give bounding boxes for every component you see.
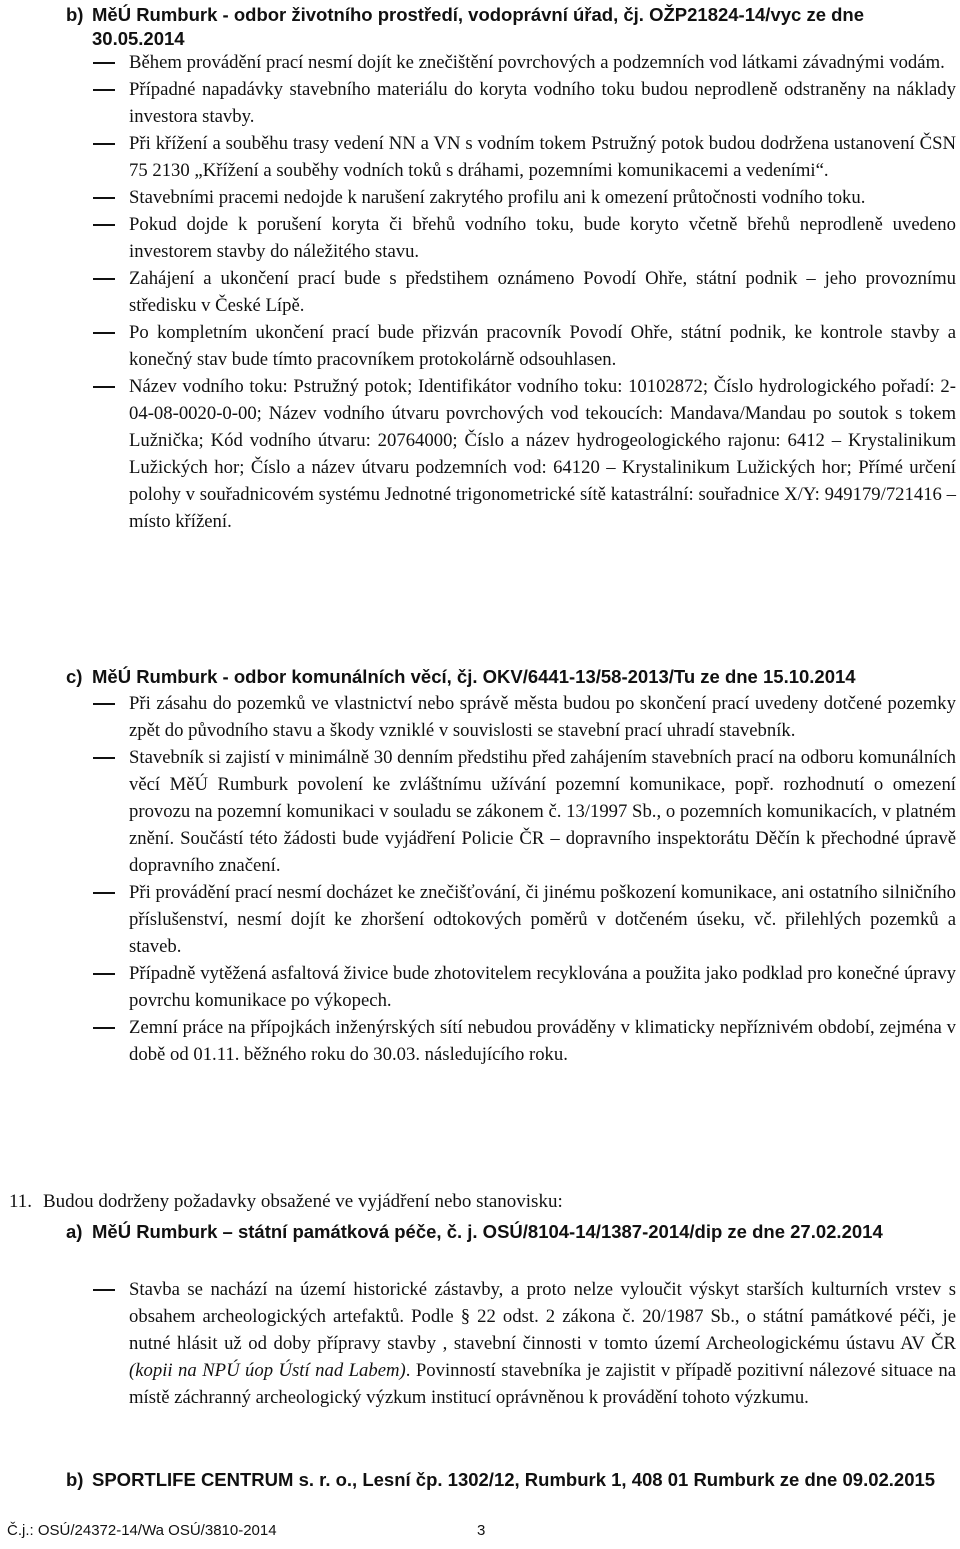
section-a-list xyxy=(0,1276,960,1411)
list-item: Zahájení a ukončení prací bude s předstihem oznámeno Povodí Ohře, státní podnik – jeho provoznímu středisku v České Lípě. xyxy=(0,265,960,319)
list-item: Během provádění prací nesmí dojít ke znečištění povrchových a podzemních vod látkami závadnými vodám. xyxy=(0,49,960,76)
section-c-heading xyxy=(66,665,956,689)
section-a-heading xyxy=(66,1220,956,1244)
section-title: MěÚ Rumburk - odbor komunálních věcí, čj. OKV/6441-13/58-2013/Tu ze dne 15.10.2014 xyxy=(92,666,856,687)
dash-bullet xyxy=(93,89,115,91)
section-title: MěÚ Rumburk – státní památková péče, č. j. OSÚ/8104-14/1387-2014/dip ze dne 27.02.2014 xyxy=(92,1221,883,1242)
footer-reference: Č.j.: OSÚ/24372-14/Wa OSÚ/3810-2014 xyxy=(7,1522,277,1539)
dash-bullet xyxy=(93,1027,115,1029)
list-item: Případně vytěžená asfaltová živice bude zhotovitelem recyklována a použita jako podklad pro konečné úpravy povrchu komunikace po výkopech. xyxy=(0,960,960,1014)
dash-bullet xyxy=(93,892,115,894)
list-item: Při provádění prací nesmí docházet ke znečišťování, či jinému poškození komunikace, ani ostatního silničního příslušenství, nesmí dojít ke zhoršení odtokových poměrů v dotčeném úseku, vč. přilehlých pozemků a staveb. xyxy=(0,879,960,960)
dash-bullet xyxy=(93,757,115,759)
list-item: Stavba se nachází na území historické zástavby, a proto nelze vyloučit výskyt starších kulturních vrstev s obsahem archeologických artefaktů. Podle § 22 odst. 2 zákona č. 20/1987 Sb., o státní památkové péči, je nutné hlásit už od doby přípravy stavby , stavební činnosti v tomto území Archeologickému ústavu AV ČR (kopii na NPÚ úop Ústí nad Labem). Povinností stavebníka je zajistit v případě pozitivní nálezové situace na místě záchranný archeologický výzkum institucí oprávněnou k provádění tohoto výzkumu. xyxy=(0,1276,960,1411)
list-item: Při zásahu do pozemků ve vlastnictví nebo správě města budou po skončení prací uvedeny dotčené pozemky zpět do původního stavu a škody vzniklé v souvislosti se stavební prací uhradí stavebník. xyxy=(0,690,960,744)
list-item: Stavebními pracemi nedojde k narušení zakrytého profilu ani k omezení průtočnosti vodního toku. xyxy=(0,184,960,211)
section-label: b) xyxy=(66,4,84,25)
dash-bullet xyxy=(93,278,115,280)
list-item: Zemní práce na přípojkách inženýrských sítí nebudou prováděny v klimaticky nepříznivém období, zejména v době od 01.11. běžného roku do 30.03. následujícího roku. xyxy=(0,1014,960,1068)
section-title: MěÚ Rumburk - odbor životního prostředí, vodoprávní úřad, čj. OŽP21824-14/vyc ze dne 30.05.2014 xyxy=(92,4,865,49)
list-item: Pokud dojde k porušení koryta či břehů vodního toku, bude koryto včetně břehů neprodleně uvedeno investorem stavby do náležitého stavu. xyxy=(0,211,960,265)
dash-bullet xyxy=(93,973,115,975)
section-c-list xyxy=(0,690,960,1068)
section-b-list xyxy=(0,49,960,535)
dash-bullet xyxy=(93,1289,115,1291)
section-b2-heading xyxy=(66,1468,956,1492)
dash-bullet xyxy=(93,62,115,64)
list-item: Při křížení a souběhu trasy vedení NN a VN s vodním tokem Pstružný potok budou dodržena ustanovení ČSN 75 2130 „Křížení a souběhy vodních toků s dráhami, pozemními komunikacemi a vedeními“. xyxy=(0,130,960,184)
numbered-point-11 xyxy=(9,1188,949,1215)
section-label: a) xyxy=(66,1221,83,1242)
dash-bullet xyxy=(93,386,115,388)
point-text: Budou dodrženy požadavky obsažené ve vyjádření nebo stanovisku: xyxy=(43,1191,563,1212)
dash-bullet xyxy=(93,332,115,334)
dash-bullet xyxy=(93,197,115,199)
list-item: Případné napadávky stavebního materiálu do koryta vodního toku budou neprodleně odstraněny na náklady investora stavby. xyxy=(0,76,960,130)
list-item: Název vodního toku: Pstružný potok; Identifikátor vodního toku: 10102872; Číslo hydrologického pořadí: 2-04-08-0020-0-00; Název vodního útvaru povrchových vod tekoucích: Mandava/Mandau po soutok s tokem Lužnička; Kód vodního útvaru: 20764000; Číslo a název hydrogeologického rajonu: 6412 – Krystalinikum Lužických hor; Číslo a název útvaru podzemních vod: 64120 – Krystalinikum Lužických hor; Přímé určení polohy v souřadnicovém systému Jednotné trigonometrické sítě katastrální: souřadnice X/Y: 949179/721416 – místo křížení. xyxy=(0,373,960,535)
section-label: b) xyxy=(66,1469,84,1490)
section-label: c) xyxy=(66,666,83,687)
dash-bullet xyxy=(93,143,115,145)
section-title: SPORTLIFE CENTRUM s. r. o., Lesní čp. 1302/12, Rumburk 1, 408 01 Rumburk ze dne 09.02.2015 xyxy=(92,1469,936,1490)
dash-bullet xyxy=(93,703,115,705)
page-number: 3 xyxy=(477,1522,486,1539)
italic-note: (kopii na NPÚ úop Ústí nad Labem) xyxy=(129,1360,406,1381)
list-item: Stavebník si zajistí v minimálně 30 denním předstihu před zahájením stavebních prací na odboru komunálních věcí MěÚ Rumburk povolení ke zvláštnímu užívání pozemní komunikace, popř. rozhodnutí o omezení provozu na pozemní komunikaci v souladu se zákonem č. 13/1997 Sb., o pozemních komunikacích, v platném znění. Součástí této žádosti bude vyjádření Policie ČR – dopravního inspektorátu Děčín k přechodné úpravě dopravního značení. xyxy=(0,744,960,879)
section-b-heading xyxy=(66,3,956,51)
point-number: 11. xyxy=(9,1191,33,1212)
dash-bullet xyxy=(93,224,115,226)
list-item: Po kompletním ukončení prací bude přizván pracovník Povodí Ohře, státní podnik, ke kontrole stavby a konečný stav bude tímto pracovníkem protokolárně odsouhlasen. xyxy=(0,319,960,373)
